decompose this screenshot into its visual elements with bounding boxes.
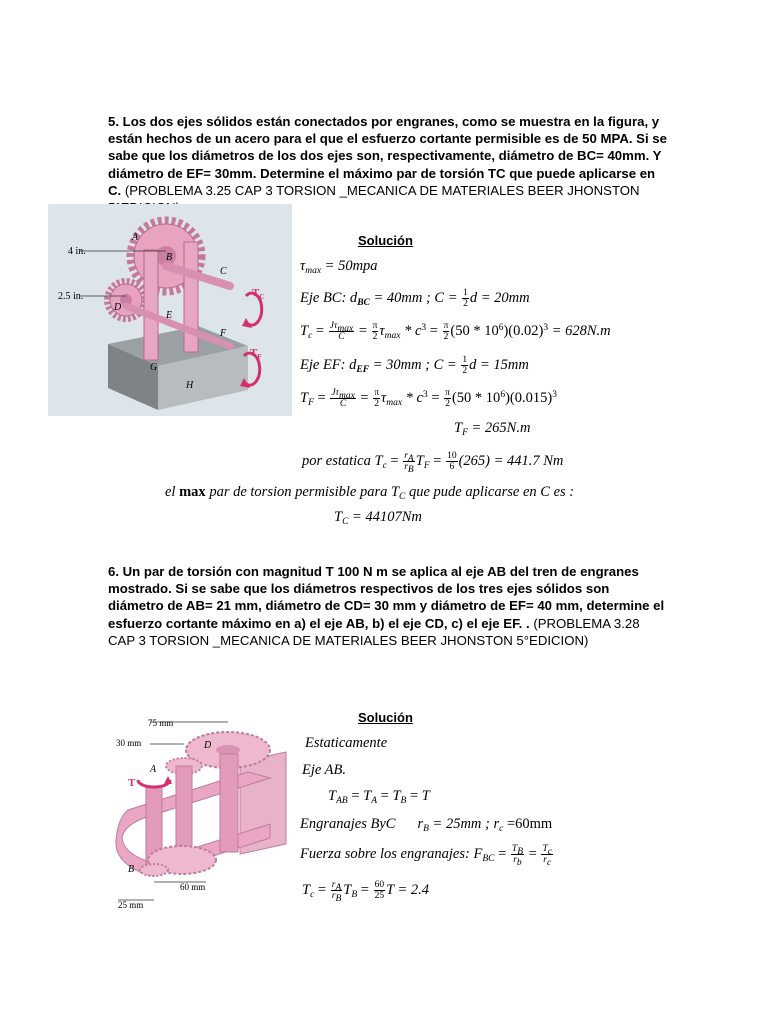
label-A: A xyxy=(150,764,157,775)
solution-5-title: Solución xyxy=(358,233,413,248)
problem-6-text: 6. Un par de torsión con magnitud T 100 N m se aplica al eje AB del tren de engranes mostrado. Si se sabe que los diámetros respectivos de los tres ejes sólidos son diámetro de AB= 21 mm, diámetro de CD= 30 mm y diámetro de EF= 40 mm, determine el esfuerzo cortante máximo en a) el eje AB, b) el eje CD, c) el eje EF. . xyxy=(108,564,665,631)
eq-estaticamente: Estaticamente xyxy=(305,735,388,751)
eq-engranajes: Engranajes ByC $r_B = 25mm$ ; $r_c =60mm$ xyxy=(300,816,553,834)
eq-fuerza: Fuerza sobre los engranajes: $F_{BC}$ = $\frac{T_B}{r_b}$ = $\frac{T_c}{r_c}$ xyxy=(300,844,552,868)
label-B: B xyxy=(128,864,135,875)
label-F: F xyxy=(220,328,227,339)
label-25in: 2.5 in. xyxy=(58,291,84,302)
label-E: E xyxy=(166,310,173,321)
eq-tf-result: $T_F = 265N.m$ xyxy=(454,420,531,438)
label-A: A xyxy=(132,232,139,243)
label-25mm: 25 mm xyxy=(118,900,144,910)
label-75mm: 75 mm xyxy=(148,718,174,728)
eq-estatica: por estatica $T_c$ = $\frac{r_A}{r_B}$ $T_F$ = $\frac{10}{6}$ (265) = 441.7 Nm xyxy=(302,451,564,475)
label-4in: 4 in. xyxy=(68,246,86,257)
eq-conclusion: el max par de torsion permisible para $T_C$ que pude aplicarse en C es : xyxy=(165,484,575,502)
problem-6-statement xyxy=(108,563,668,649)
label-30mm: 30 mm xyxy=(116,738,142,748)
label-G: G xyxy=(150,362,158,373)
label-60mm: 60 mm xyxy=(180,882,206,892)
eq-eje-ab: Eje AB. xyxy=(302,762,347,778)
label-B: B xyxy=(166,252,173,263)
label-TF: $T_F$ xyxy=(250,347,262,361)
eq-tau-max: $\tau_{max} = 50mpa$ xyxy=(300,258,378,276)
label-H: H xyxy=(186,380,194,391)
figure-gear-train-2 xyxy=(110,714,290,910)
label-C: C xyxy=(220,266,227,277)
label-T: T xyxy=(128,777,136,789)
eq-tab: $T_{AB} = T_A = T_B = T$ xyxy=(328,788,430,806)
label-TC: $T_C$ xyxy=(252,287,265,301)
eq-tf: $T_F$ = $\frac{J\tau_{max}}{C}$ = $\frac{\pi}{2}$ $\tau_{max} * c^3$ = $\frac{\pi}{2}$ $(50 * 10^6)(0.015)^3$ xyxy=(300,388,557,409)
problem-5-reference: (PROBLEMA 3.25 CAP 3 TORSION _MECANICA DE MATERIALES BEER JHONSTON xyxy=(124,182,640,198)
label-D: D xyxy=(114,302,122,313)
problem-6-reference: (PROBLEMA 3.28 CAP 3 TORSION _MECANICA DE MATERIALES BEER JHONSTON 5°EDICION) xyxy=(108,615,640,648)
eq-tc-final: $T_C = 44107Nm$ xyxy=(334,509,422,527)
eq-eje-ef: Eje EF: $d_{EF} = 30mm$ ; C = $\frac{1}{2}$ d = 15mm xyxy=(300,355,529,376)
problem-5-text: 5. Los dos ejes sólidos están conectados por engranes, como se muestra en la figura, y están hechos de un acero para el que el esfuerzo cortante permisible es de 50 MPA. Si se sabe que los diámetros de los dos ejes son, respectivamente, diámetro de BC= 40mm. Y diámetro de EF= 30mm. Determine el máximo par de torsión TC que puede aplicarse en C. xyxy=(108,114,667,198)
eq-tc-6: $T_c$ = $\frac{r_A}{r_B}$ $T_B$ = $\frac{60}{25}$ T = 2.4 xyxy=(302,880,430,904)
eq-tc: $T_c$ = $\frac{J\tau_{max}}{C}$ = $\frac{\pi}{2}$ $\tau_{max} * c^3$ = $\frac{\pi}{2}$ $(50 * 10^6)(0.02)^3 = 628N.m$ xyxy=(300,321,611,342)
label-D: D xyxy=(204,740,212,751)
eq-eje-bc: Eje BC: $d_{BC} = 40mm$ ; C = $\frac{1}{2}$ d = 20mm xyxy=(300,288,530,309)
figure-gear-shafts-1 xyxy=(48,204,292,416)
solution-6-title: Solución xyxy=(358,710,413,725)
problem-5-statement xyxy=(108,113,668,216)
